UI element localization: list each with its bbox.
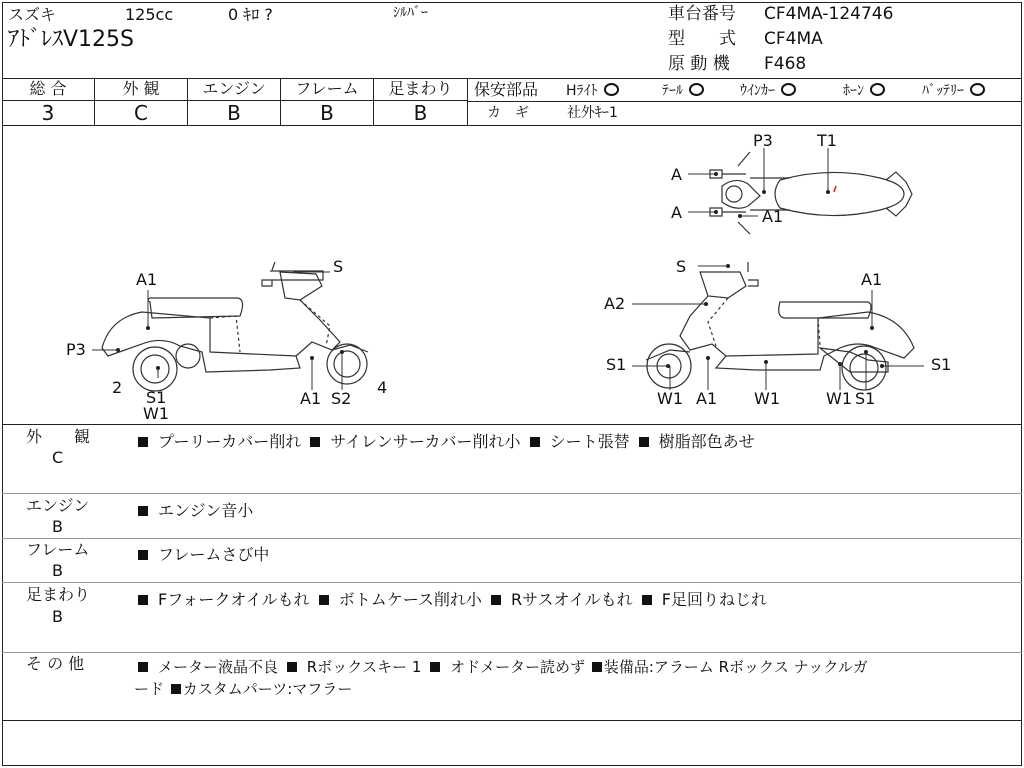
grade-total: 3 — [41, 101, 55, 125]
key-value: 社外ｷｰ1 — [567, 105, 618, 121]
diagram-label: S — [676, 257, 687, 276]
note-items-engine — [134, 498, 253, 521]
ok-circle-icon — [970, 83, 985, 96]
bullet-icon — [310, 437, 320, 447]
grade-header-suspension: 足まわり — [388, 79, 453, 98]
note-item: 樹脂部色あせ — [658, 432, 755, 451]
diagram-label: W1 — [754, 389, 780, 408]
mileage: 0 ｷﾛ ? — [228, 5, 273, 24]
frame-no: CF4MA-124746 — [764, 4, 894, 24]
diagram-label: S1 — [855, 389, 876, 408]
ok-circle-icon — [781, 83, 796, 96]
note-items-frame — [134, 542, 269, 565]
grade-suspension: B — [413, 101, 428, 125]
bullet-icon — [642, 595, 652, 605]
grade-header-total: 総 合 — [29, 79, 67, 98]
safety-label: 保安部品 — [474, 80, 539, 99]
divider — [2, 424, 1022, 425]
bullet-icon — [530, 437, 540, 447]
note-label-frame: フレーム — [26, 540, 90, 559]
engine-label: 原 動 機 — [668, 54, 730, 74]
diagram-label: A1 — [300, 389, 322, 408]
note-label-exterior: 外 観 — [26, 427, 91, 446]
key-label: カ ギ — [487, 105, 529, 121]
note-item: 装備品:アラーム Rボックス ナックルガ — [603, 658, 868, 676]
note-item: サイレンサーカバー削れ小 — [330, 432, 521, 451]
diagram-label: W1 — [826, 389, 852, 408]
note-grade-suspension: B — [52, 607, 63, 626]
bullet-icon — [138, 506, 148, 516]
note-item: カスタムパーツ:マフラー — [182, 680, 353, 698]
divider — [2, 652, 1022, 653]
note-item: プーリーカバー削れ — [158, 432, 302, 451]
note-label-other: そ の 他 — [26, 654, 85, 673]
diagram-label: S2 — [331, 389, 352, 408]
note-item: Fフォークオイルもれ — [158, 590, 310, 609]
note-item: オドメーター読めず — [450, 658, 586, 676]
diagram-label: 2 — [112, 378, 123, 397]
diagram-label: S1 — [606, 355, 627, 374]
diagram-label: T1 — [817, 131, 837, 150]
type-value: CF4MA — [764, 29, 823, 49]
note-grade-frame: B — [52, 561, 63, 580]
diagram-label: S1 — [931, 355, 952, 374]
divider — [2, 493, 1022, 494]
note-grade-engine: B — [52, 517, 63, 536]
diagram-label: A1 — [696, 389, 718, 408]
bullet-icon — [138, 662, 148, 672]
bullet-icon — [171, 684, 181, 694]
note-items-exterior — [134, 429, 755, 452]
displacement: 125cc — [125, 5, 174, 24]
damage-dots — [116, 172, 884, 370]
note-label-engine: エンジン — [26, 496, 90, 515]
diagram-label: A2 — [604, 294, 626, 313]
grade-header-exterior: 外 観 — [122, 79, 160, 98]
divider — [2, 538, 1022, 539]
bullet-icon — [138, 550, 148, 560]
bullet-icon — [138, 595, 148, 605]
grade-engine: B — [227, 101, 241, 125]
color: ｼﾙﾊﾞｰ — [393, 5, 428, 21]
diagram-label: A1 — [861, 270, 883, 289]
grade-frame: B — [320, 101, 334, 125]
divider — [468, 101, 1022, 102]
diagram-label: A — [671, 203, 682, 222]
note-item: エンジン音小 — [158, 501, 254, 520]
note-item: シート張替 — [549, 432, 630, 451]
safety-item-horn — [843, 83, 885, 98]
bullet-icon — [319, 595, 329, 605]
diagram-label: S1 — [146, 388, 167, 407]
safety-item-winker — [740, 83, 796, 98]
bullet-icon — [639, 437, 649, 447]
note-item: F足回りねじれ — [661, 590, 767, 609]
safety-item-tail — [662, 83, 704, 98]
maker: スズキ — [8, 5, 57, 24]
diagram-label: P3 — [753, 131, 773, 150]
engine-value: F468 — [764, 54, 807, 74]
divider — [467, 78, 468, 125]
diagram-label: W1 — [143, 404, 169, 423]
ok-circle-icon — [870, 83, 885, 96]
diagram-label: P3 — [66, 340, 86, 359]
note-item: フレームさび中 — [158, 545, 270, 564]
model-name: ｱﾄﾞﾚｽV125S — [8, 27, 135, 52]
note-item: Rボックスキー 1 — [306, 658, 422, 676]
diagram-label: S — [333, 257, 344, 276]
grade-exterior: C — [134, 101, 148, 125]
note-label-suspension: 足まわり — [26, 585, 91, 604]
bullet-icon — [287, 662, 297, 672]
safety-item-headlight — [566, 83, 619, 98]
type-label: 型 式 — [668, 29, 736, 49]
grade-header-engine: エンジン — [202, 79, 266, 98]
divider — [2, 582, 1022, 583]
safety-item-label: ﾃｰﾙ — [662, 83, 683, 99]
diagram-label: A1 — [762, 207, 784, 226]
note-items-other — [134, 656, 868, 677]
note-item: メーター液晶不良 — [158, 658, 279, 676]
divider — [2, 720, 1022, 721]
diagram-label: A — [671, 165, 682, 184]
bullet-icon — [430, 662, 440, 672]
note-items-suspension — [134, 587, 767, 610]
leader-lines — [92, 148, 924, 390]
note-grade-exterior: C — [52, 448, 64, 467]
note-item: Rサスオイルもれ — [511, 590, 633, 609]
diagram-label: 4 — [377, 378, 388, 397]
ok-circle-icon — [689, 83, 704, 96]
grade-header-frame: フレーム — [295, 79, 359, 98]
diagram-label: A1 — [136, 270, 158, 289]
bullet-icon — [491, 595, 501, 605]
diagram-label: W1 — [657, 389, 683, 408]
safety-item-label: Hﾗｲﾄ — [566, 83, 598, 99]
frame-no-label: 車台番号 — [668, 4, 736, 24]
safety-item-label: ｳｲﾝｶｰ — [740, 83, 775, 99]
note-item-continued: ード — [134, 680, 165, 698]
safety-item-battery — [922, 83, 985, 98]
top-view — [710, 152, 912, 234]
safety-item-label: ﾎｰﾝ — [843, 83, 864, 99]
ok-circle-icon — [604, 83, 619, 96]
safety-item-label: ﾊﾞｯﾃﾘｰ — [922, 83, 964, 99]
note-item: ボトムケース削れ小 — [338, 590, 482, 609]
bullet-icon — [592, 662, 602, 672]
bullet-icon — [138, 437, 148, 447]
note-items-other-line2 — [134, 678, 352, 699]
